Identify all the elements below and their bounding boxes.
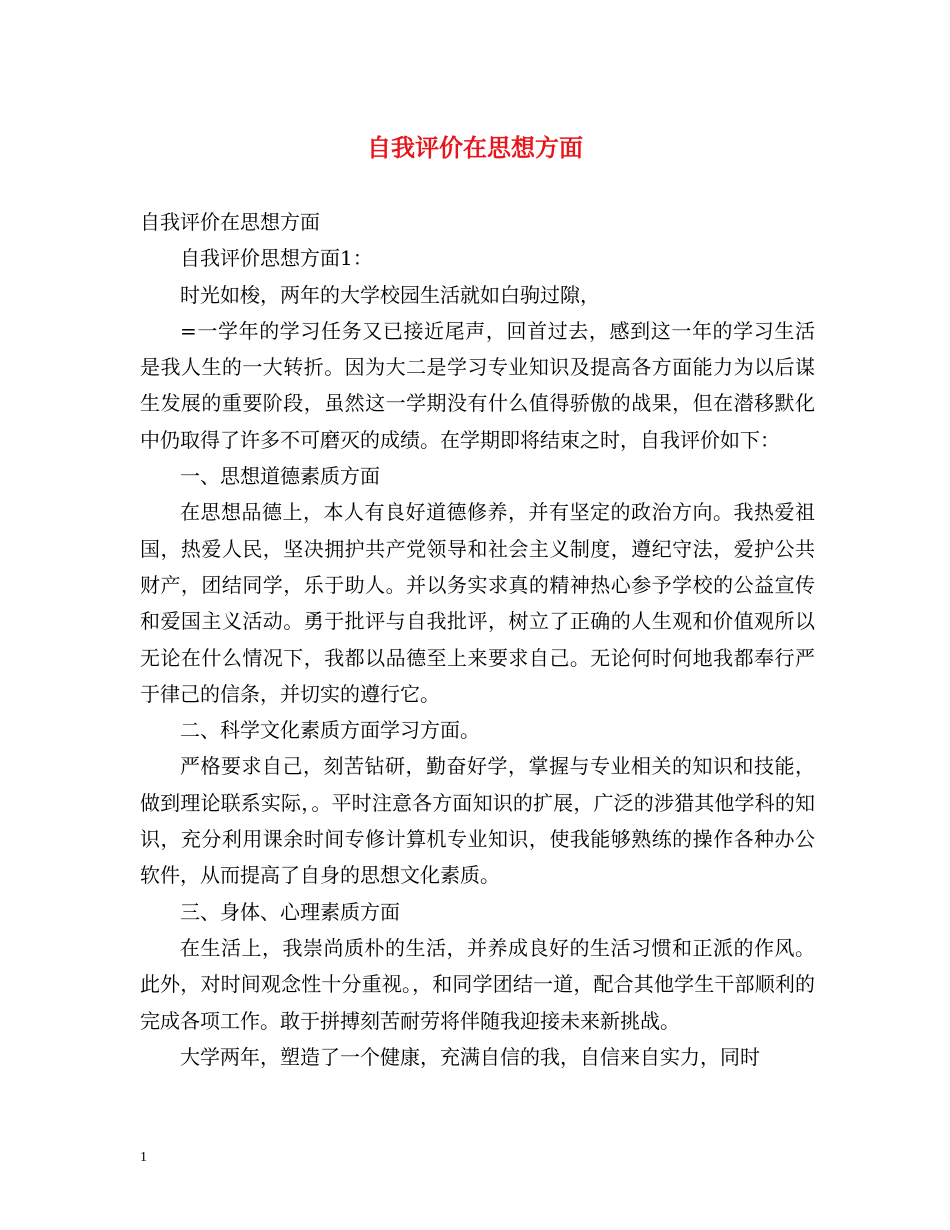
paragraph: 严格要求自己，刻苦钻研，勤奋好学，掌握与专业相关的知识和技能，做到理论联系实际，。平时注意各方面知识的扩展，广泛的涉猎其他学科的知识，充分利用课余时间专修计算机专业知识，使我能够熟练的操作各种办公软件，从而提高了自身的思想文化素质。 bbox=[140, 754, 815, 888]
paragraph-heading: 自我评价在思想方面 bbox=[140, 210, 320, 234]
paragraph: 大学两年，塑造了一个健康，充满自信的我，自信来自实力，同时 bbox=[180, 1044, 760, 1069]
document-title: 自我评价在思想方面 bbox=[367, 133, 583, 162]
section-heading: 二、科学文化素质方面学习方面。 bbox=[180, 718, 480, 743]
paragraph: 在思想品德上，本人有良好道德修养，并有坚定的政治方向。我热爱祖国，热爱人民，坚决拥护共产党领导和社会主义制度，遵纪守法，爱护公共财产，团结同学，乐于助人。并以务实求真的精神热心参予学校的公益宣传和爱国主义活动。勇于批评与自我批评，树立了正确的人生观和价值观所以无论在什么情况下，我都以品德至上来要求自己。无论何时何地我都奉行严于律己的信条，并切实的遵行它。 bbox=[140, 500, 815, 706]
paragraph: 时光如梭，两年的大学校园生活就如白驹过隙， bbox=[180, 282, 600, 307]
page-number: 1 bbox=[140, 1150, 147, 1165]
paragraph: 在生活上，我崇尚质朴的生活，并养成良好的生活习惯和正派的作风。此外，对时间观念性十分重视。，和同学团结一道，配合其他学生干部顺利的完成各项工作。敢于拼搏刻苦耐劳将伴随我迎接未来新挑战。 bbox=[140, 935, 815, 1033]
paragraph-subheading: 自我评价思想方面1： bbox=[180, 246, 373, 271]
document-body bbox=[140, 204, 815, 1075]
section-heading: 三、身体、心理素质方面 bbox=[180, 899, 400, 924]
section-heading: 一、思想道德素质方面 bbox=[180, 464, 380, 489]
paragraph: =一学年的学习任务又已接近尾声，回首过去，感到这一年的学习生活是我人生的一大转折。因为大二是学习专业知识及提高各方面能力为以后谋生发展的重要阶段，虽然这一学期没有什么值得骄傲的战果，但在潜移默化中仍取得了许多不可磨灭的成绩。在学期即将结束之时，自我评价如下： bbox=[140, 318, 815, 452]
